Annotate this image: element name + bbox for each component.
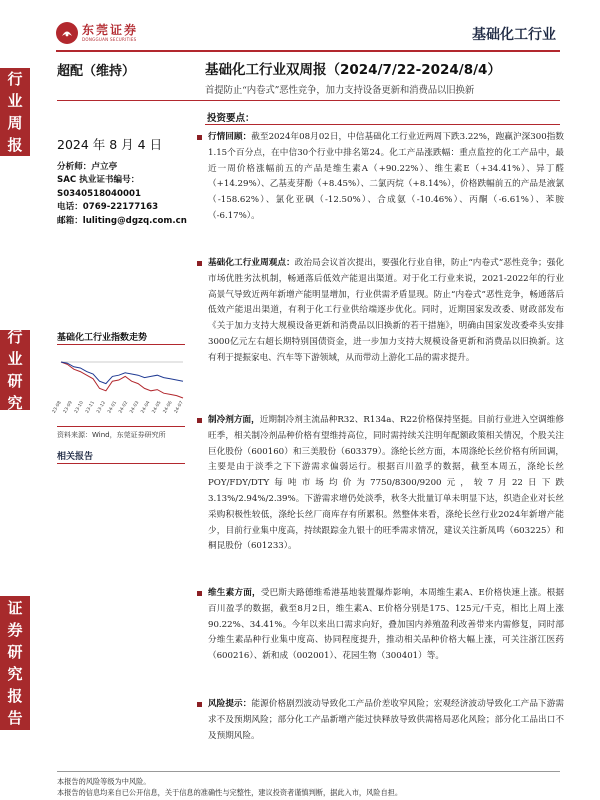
analyst-name: 卢立亭 (91, 162, 118, 172)
chart-x-tick-label: 24-07 (173, 400, 185, 415)
related-divider (57, 463, 185, 464)
logo-name-cn: 东莞证券 (82, 23, 139, 37)
sac-number: S0340518040001 (57, 188, 141, 199)
bullet-icon (197, 702, 202, 707)
logo-emblem-icon (56, 22, 78, 44)
chart-title: 基础化工行业指数走势 (57, 333, 148, 343)
chart-series-line-1 (61, 362, 183, 384)
chart-x-tick-label: 24-04 (140, 400, 152, 415)
rating: 超配（维持） (57, 64, 136, 79)
key-points-heading: 投资要点： (207, 113, 255, 124)
chart-top-divider (57, 344, 185, 345)
logo-name-en: DONGGUAN SECURITIES (82, 37, 137, 42)
side-tab-industry-research: 行 业 研 究 (0, 330, 30, 410)
phone-label: 电话： (57, 202, 83, 213)
disclaimer (57, 776, 402, 798)
index-chart (51, 346, 187, 421)
analyst-info (57, 161, 187, 228)
report-date: 2024 年 8 月 4 日 (57, 137, 163, 152)
key-points-divider (205, 124, 560, 125)
disclaimer-divider (57, 771, 560, 772)
header-divider (56, 50, 560, 52)
side-tab-weekly-report: 行 业 周 报 (0, 68, 30, 156)
chart-x-tick-label: 23-12 (96, 400, 108, 415)
chart-x-tick-label: 23-09 (62, 400, 74, 415)
risk-level-note: 本报告的风险等级为中风险。 (57, 777, 151, 786)
chart-x-tick-label: 23-08 (51, 400, 63, 415)
chart-x-tick-label: 24-03 (129, 400, 141, 415)
side-tab-securities-research-report: 证 券 研 究 报 告 (0, 596, 30, 730)
sac-label: SAC 执业证书编号： (57, 175, 140, 186)
para-industry-view: 基础化工行业周观点：政治局会议首次提出，要强化行业自律，防止“内卷式”恶性竞争；强化市场优胜劣汰机制，畅通落后低效产能退出渠道。对于化工行业来说，2021-2022年的行业高景气导致近两年新增产能明显增加，行业供需矛盾显现。防止“内卷式”恶性竞争，畅通落后低效产能退出渠道，有利于化工行业供给端逐步优化。同时，近期国家发改委、财政部发布《关于加力支持大规模设备更新和消费品以旧换新的若干措施》，明确由国家发改委牵头安排3000亿元左右超长期特别国债资金，进一步加力支持大规模设备更新和消费品以旧换新。这有利于提振家电、汽车等下游领域，从而带动上游化工品的需求提升。 (208, 256, 564, 367)
chart-x-tick-label: 24-01 (107, 400, 119, 415)
chart-x-tick-label: 23-10 (74, 400, 85, 415)
email-label: 邮箱： (57, 215, 83, 226)
para-refrigerant-polyester: 制冷剂方面，近期制冷剂主流品种R32、R134a、R22价格保持坚挺。目前行业进入空调维修旺季，相关制冷剂品种价格有望维持高位，同时需持续关注明年配额政策相关情况，个股关注巨化股份（600160）和三美股份（603379）。涤纶长丝方面，本周涤纶长丝价格有所回调，主要是由于淡季之下下游需求偏弱运行。根据百川盈孚的数据，截至本周五，涤纶长丝POY/FDY/DTY每吨市场均价为7750/8300/9200元，较7月22日下跌3.13%/2.94%/2.39%。下游需求增仍处淡季，秋冬大批量订单未明显下达，织造企业对长丝采购积极性较低，涤纶长丝厂商库存有所累积。然整体来看，涤纶长丝行业2024年新增产能少，目前行业集中度高，持续跟踪金九银十的旺季需求情况，建议关注新凤鸣（603225）和桐昆股份（601233）。 (208, 413, 564, 555)
email-link[interactable]: luliting@dgzq.com.cn (82, 215, 187, 226)
chart-x-tick-label: 24-06 (162, 400, 174, 415)
bullet-icon (197, 418, 202, 423)
bullet-icon (197, 261, 202, 266)
para-risk-warning: 风险提示：能源价格剧烈波动导致化工产品价差收窄风险；宏观经济波动导致化工产品下游需求不及预期风险；部分化工产品新增产能过快释放导致供需格局恶化风险；部分化工品出口不及预期风险。 (208, 697, 564, 744)
chart-source: 资料来源：Wind，东莞证券研究所 (57, 431, 166, 439)
header-industry: 基础化工行业 (472, 27, 556, 43)
report-subtitle: 首提防止“内卷式”恶性竞争，加力支持设备更新和消费品以旧换新 (205, 85, 475, 96)
chart-x-tick-label: 24-02 (118, 400, 130, 415)
para-vitamins: 维生素方面，受巴斯夫路德维希港基地装置爆炸影响，本周维生素A、E价格快速上涨。根据百川盈孚的数据，截至8月2日，维生素A、E价格分别是175、125元/千克，相比上周上涨90.22%、34.41%。今年以来出口需求向好，叠加国内养殖盈利改善带来内需修复，同时部分维生素品种行业集中度高、协同程度提升，推动相关品种价格大幅上涨，可关注浙江医药（600216）、新和成（002001）、花园生物（300401）等。 (208, 586, 564, 665)
analyst-name-label: 分析师： (57, 162, 92, 172)
bullet-icon (197, 591, 202, 596)
para-market-review: 行情回顾：截至2024年08月02日，中信基础化工行业近两周下跌3.22%，跑赢沪深300指数1.15个百分点，在中信30个行业中排名第24。化工产品涨跌幅：重点监控的化工产品中，最近一周价格涨幅前五的产品是维生素A（+90.22%）、维生素E（+34.41%）、异丁醛（+14.29%）、乙基麦芽酚（+8.45%）、二氯丙烷（+8.14%），价格跌幅前五的产品是液氯（-158.62%）、氯化亚砜（-12.50%）、合成氨（-10.46%）、丙酮（-6.61%）、苯胺（-6.17%）。 (208, 130, 564, 225)
chart-x-tick-label: 24-05 (151, 400, 163, 415)
report-title: 基础化工行业双周报（2024/7/22-2024/8/4） (205, 62, 501, 78)
bullet-icon (197, 135, 202, 140)
related-reports-heading: 相关报告 (57, 452, 94, 462)
info-source-note: 本报告的信息均来自已公开信息，关于信息的准确性与完整性，建议投资者谨慎判断，据此入市，风险自担。 (57, 788, 403, 797)
chart-x-tick-label: 23-11 (85, 400, 97, 415)
title-divider (57, 100, 560, 101)
company-logo (56, 22, 138, 44)
index-chart-svg (51, 346, 187, 421)
phone: 0769-22177163 (82, 202, 159, 213)
chart-bottom-divider (57, 426, 185, 427)
